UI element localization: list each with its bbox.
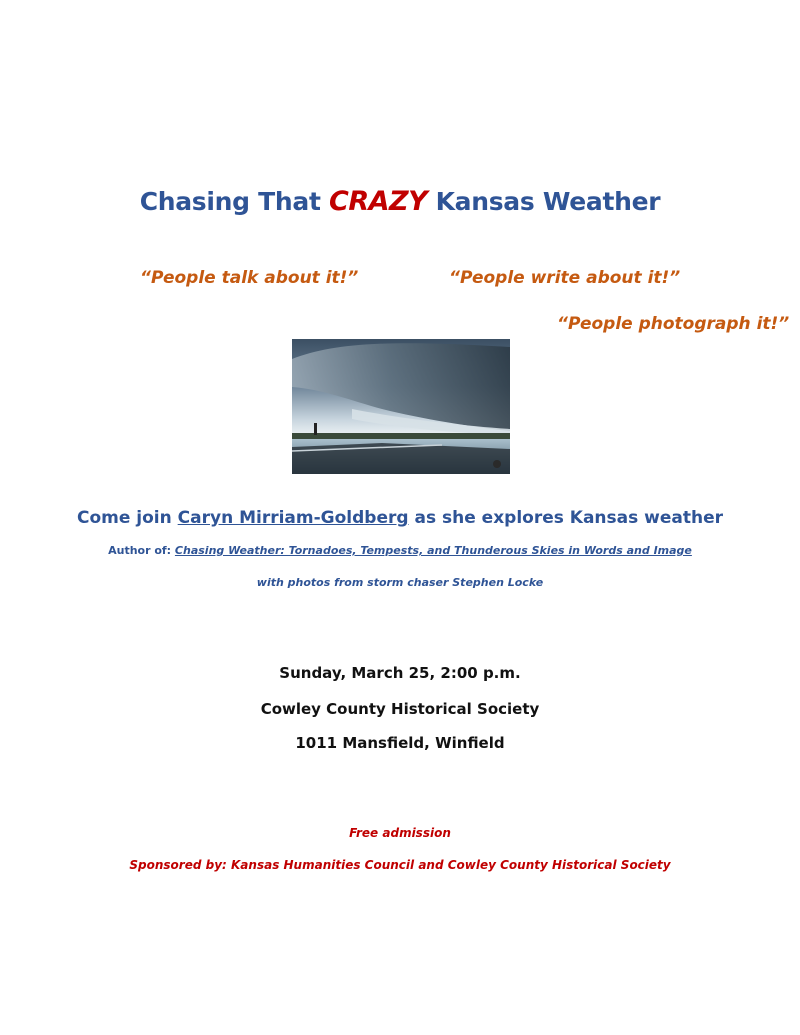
admission-note: Free admission [349,826,451,840]
quote-write: “People write about it!” [449,268,681,288]
title-part2: Kansas Weather [427,187,661,216]
title-part1: Chasing That [139,187,330,216]
storm-photo-graphic [292,339,510,474]
event-address: 1011 Mansfield, Winfield [295,734,505,752]
join-prefix: Come join [76,508,178,528]
book-title-link[interactable]: Chasing Weather: Tornadoes, Tempests, and Thunderous Skies in Words and Image [174,544,692,557]
join-suffix: as she explores Kansas weather [408,508,724,528]
quote-photograph: “People photograph it!” [557,314,790,334]
event-date: Sunday, March 25, 2:00 p.m. [279,664,521,682]
title-emphasis: CRAZY [329,186,428,217]
flyer-title [0,186,800,217]
author-line [0,544,800,557]
author-prefix: Author of: [108,544,175,557]
photo-credit: with photos from storm chaser Stephen Locke [256,576,544,589]
event-venue: Cowley County Historical Society [260,700,540,718]
quote-talk: “People talk about it!” [140,268,359,288]
sponsor-line: Sponsored by: Kansas Humanities Council and Cowley County Historical Society [129,858,671,872]
storm-cloud-photo [292,339,510,474]
speaker-name-link[interactable]: Caryn Mirriam-Goldberg [177,508,409,528]
join-line [0,508,800,528]
